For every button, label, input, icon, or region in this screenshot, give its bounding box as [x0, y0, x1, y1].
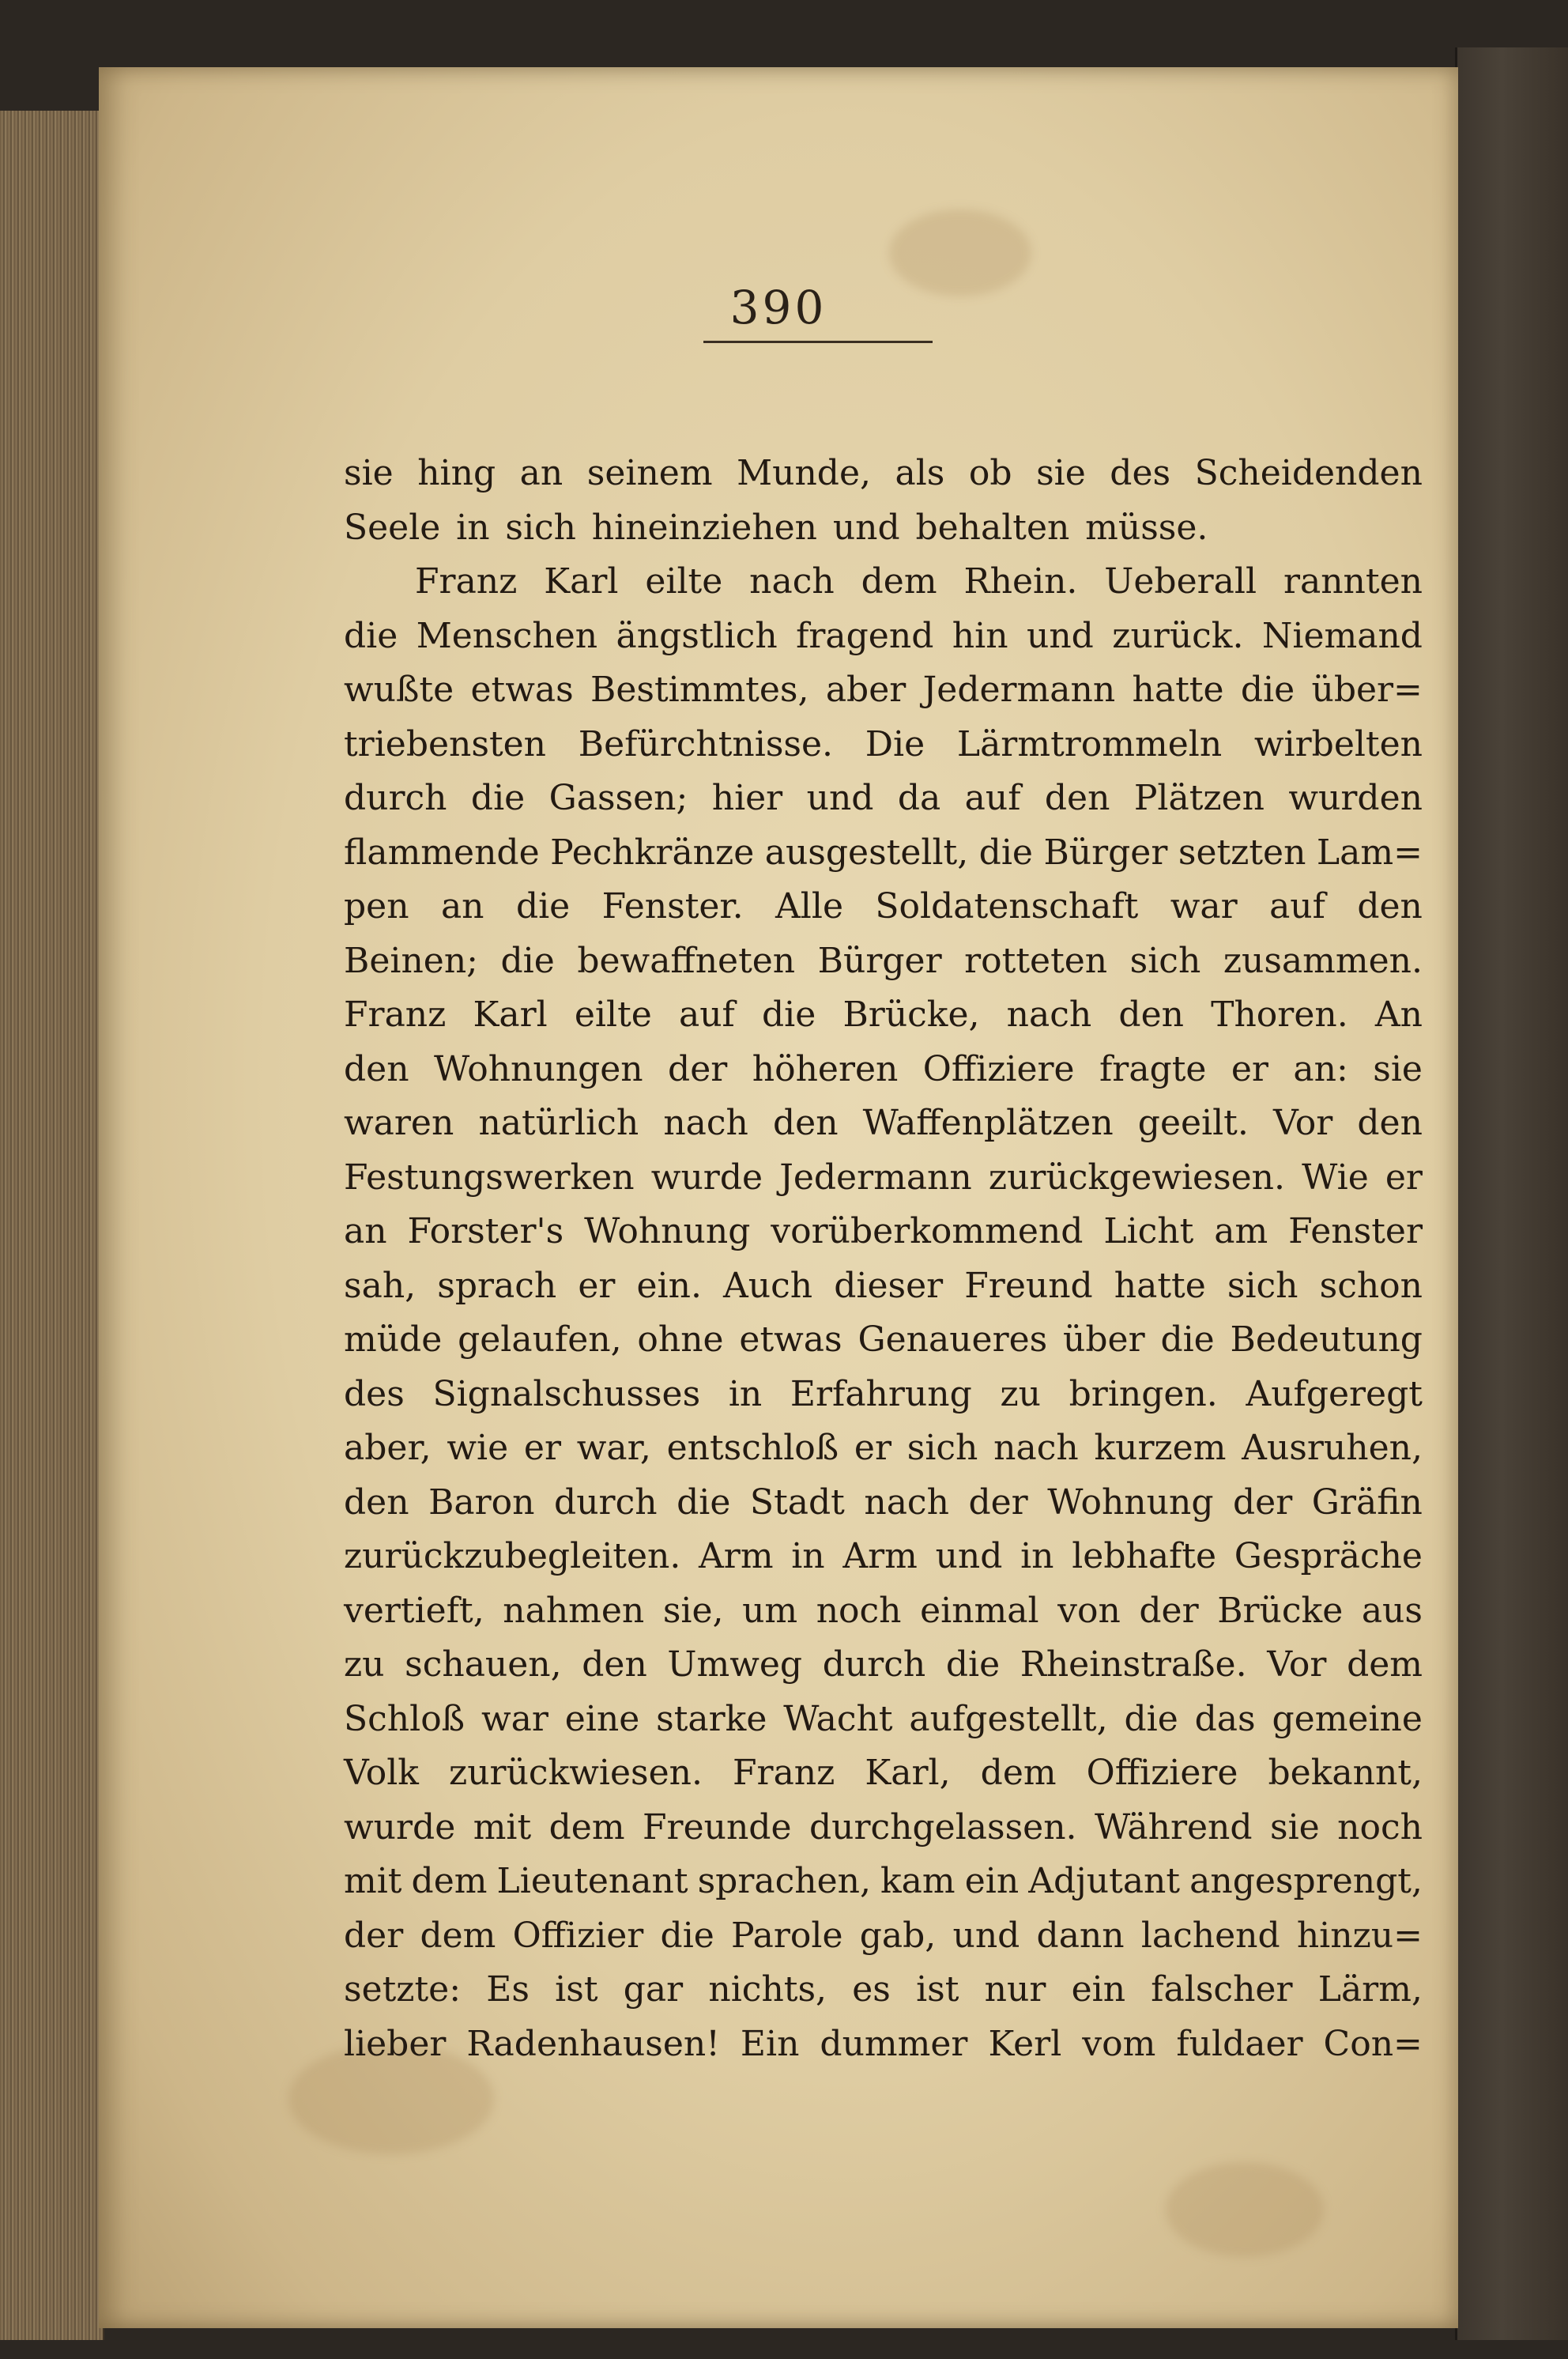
text-line: an Forster's Wohnung vorüberkommend Licht am Fenster [344, 1211, 1423, 1251]
text-line: des Signalschusses in Erfahrung zu bringen. Aufgeregt [344, 1373, 1423, 1414]
text-line: den Baron durch die Stadt nach der Wohnung der Gräfin [344, 1481, 1423, 1523]
text-line: setzte: Es ist gar nichts, es ist nur ein falscher Lärm, [344, 1969, 1423, 2010]
text-line: Festungswerken wurde Jedermann zurückgewiesen. Wie er [344, 1157, 1423, 1198]
text-line: wurde mit dem Freunde durchgelassen. Während sie noch [344, 1806, 1423, 1848]
book-cover [1455, 47, 1568, 2340]
header-rule [703, 341, 933, 343]
text-line: lieber Radenhausen! Ein dummer Kerl vom fuldaer Con= [344, 2023, 1423, 2064]
book-page [99, 67, 1458, 2328]
text-line: pen an die Fenster. Alle Soldatenschaft war auf den [344, 886, 1423, 927]
page-number: 390 [729, 281, 827, 334]
text-line: Franz Karl eilte auf die Brücke, nach den Thoren. An [344, 995, 1423, 1035]
text-line: wußte etwas Bestimmtes, aber Jedermann hatte die über= [344, 670, 1423, 710]
text-line: Beinen; die bewaffneten Bürger rotteten sich zusammen. [344, 940, 1423, 981]
page-edges [0, 111, 104, 2340]
text-line: Seele in sich hineinziehen und behalten müsse. [344, 507, 1208, 548]
text-line: triebensten Befürchtnisse. Die Lärmtrommeln wirbelten [344, 723, 1423, 764]
text-line: mit dem Lieutenant sprachen, kam ein Adjutant angesprengt, [344, 1861, 1423, 1901]
text-line: aber, wie er war, entschloß er sich nach kurzem Ausruhen, [344, 1428, 1423, 1468]
text-line: Volk zurückwiesen. Franz Karl, dem Offiziere bekannt, [344, 1753, 1423, 1793]
text-line: zurückzubegleiten. Arm in Arm und in lebhafte Gespräche [344, 1536, 1423, 1576]
text-line: flammende Pechkränze ausgestellt, die Bürger setzten Lam= [344, 832, 1423, 873]
text-line: sah, sprach er ein. Auch dieser Freund hatte sich schon [344, 1265, 1423, 1306]
text-line: waren natürlich nach den Waffenplätzen geeilt. Vor den [344, 1103, 1423, 1143]
text-line: Franz Karl eilte nach dem Rhein. Ueberall rannten [415, 561, 1423, 602]
text-line: sie hing an seinem Munde, als ob sie des Scheidenden [344, 453, 1423, 493]
text-line: den Wohnungen der höheren Offiziere fragte er an: sie [344, 1048, 1423, 1089]
text-line: zu schauen, den Umweg durch die Rheinstraße. Vor dem [344, 1644, 1423, 1685]
text-line: müde gelaufen, ohne etwas Genaueres über die Bedeutung [344, 1319, 1423, 1360]
text-line: die Menschen ängstlich fragend hin und zurück. Niemand [344, 615, 1423, 656]
text-line: Schloß war eine starke Wacht aufgestellt, die das gemeine [344, 1698, 1423, 1739]
foxing-stain [1166, 2162, 1324, 2257]
text-line: vertieft, nahmen sie, um noch einmal von der Brücke aus [344, 1590, 1423, 1631]
body-text [344, 447, 1423, 2071]
text-line: der dem Offizier die Parole gab, und dann lachend hinzu= [344, 1915, 1423, 1956]
text-line: durch die Gassen; hier und da auf den Plätzen wurden [344, 778, 1423, 818]
